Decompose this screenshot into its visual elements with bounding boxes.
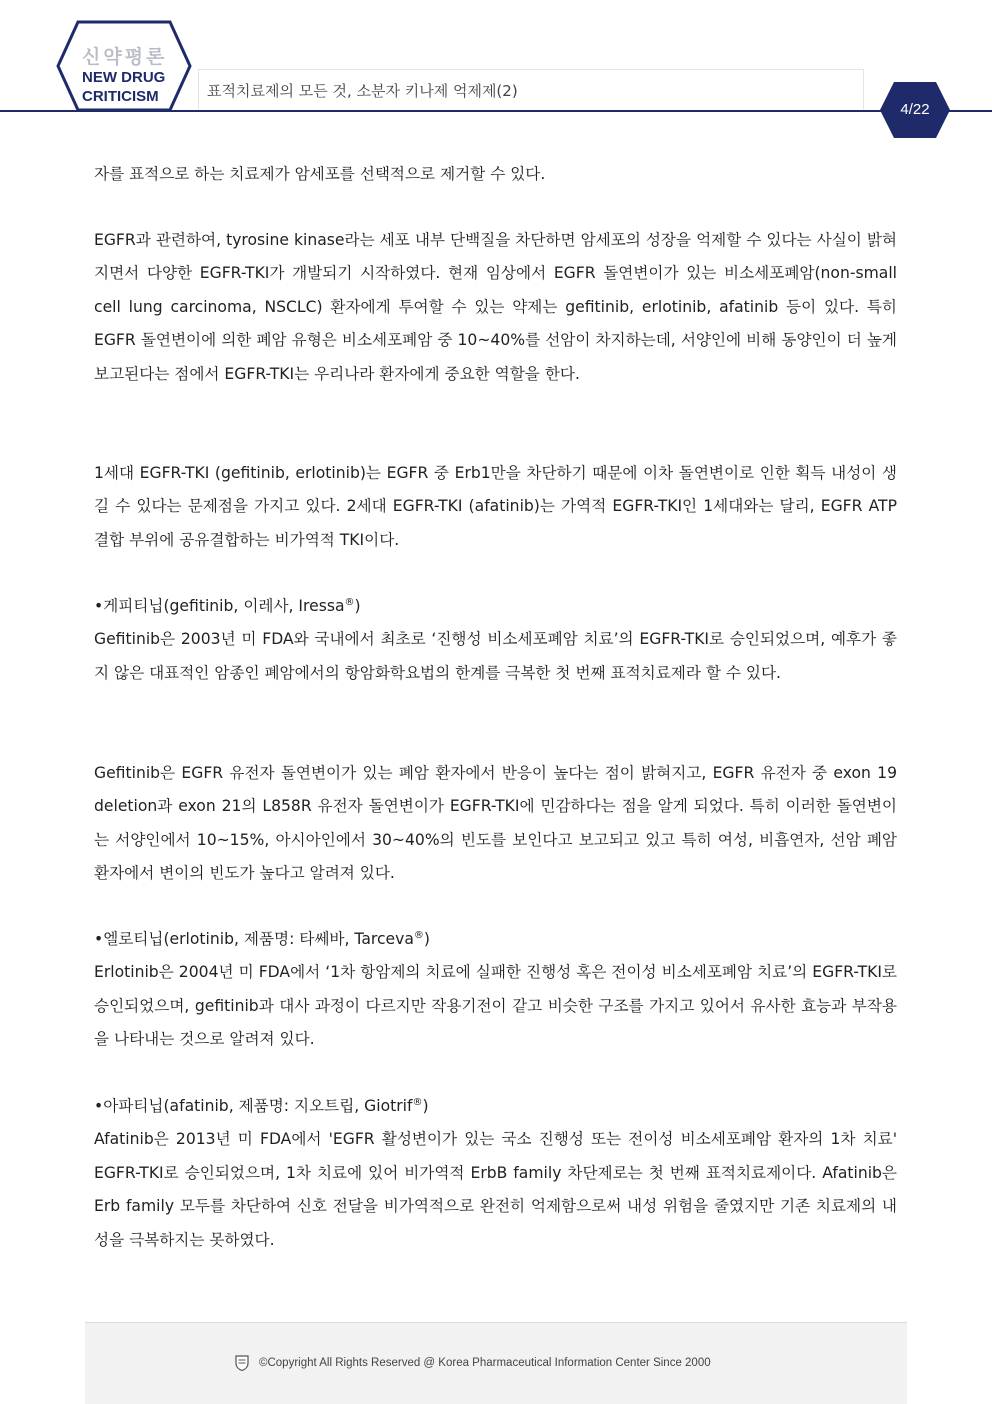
section-afatinib — [94, 1090, 897, 1257]
paragraph: EGFR과 관련하여, tyrosine kinase라는 세포 내부 단백질을 차단하면 암세포의 성장을 억제할 수 있다는 사실이 밝혀지면서 다양한 EGFR-TKI가 개발되기 시작하였다. 현재 임상에서 EGFR 돌연변이가 있는 비소세포폐암(non-small cell lung carcinoma, NSCLC) 환자에게 투여할 수 있는 약제는 gefitinib, erlotinib, afatinib 등이 있다. 특히 EGFR 돌연변이에 의한 폐암 유형은 비소세포폐암 중 10~40%를 선암이 차지하는데, 서양인에 비해 동양인이 더 높게 보고된다는 점에서 EGFR-TKI는 우리나라 환자에게 중요한 역할을 한다. — [94, 231, 897, 383]
paragraph-generations — [94, 457, 897, 557]
heading-close: ) — [422, 1097, 429, 1115]
copyright-text: ©Copyright All Rights Reserved @ Korea Pharmaceutical Information Center Since 2000 — [259, 1357, 711, 1369]
paragraph: Afatinib은 2013년 미 FDA에서 'EGFR 활성변이가 있는 국소 진행성 또는 전이성 비소세포폐암 환자의 1차 치료' EGFR-TKI로 승인되었으며, 1차 치료에 있어 비가역적 ErbB family 차단제로는 첫 번째 표적치료제이다. Afatinib은 Erb family 모두를 차단하여 신호 전달을 비가역적으로 완전히 억제함으로써 내성 위험을 줄였지만 기존 치료제의 내성을 극복하지는 못하였다. — [94, 1130, 897, 1249]
registered-mark: ® — [412, 1096, 423, 1108]
logo-line-1: NEW DRUG — [82, 69, 166, 86]
heading-text: •게피티닙(gefitinib, 이레사, Iressa — [94, 597, 345, 615]
paragraph: 1세대 EGFR-TKI (gefitinib, erlotinib)는 EGFR 중 Erb1만을 차단하기 때문에 이차 돌연변이로 인한 획득 내성이 생길 수 있다는 문제점을 가지고 있다. 2세대 EGFR-TKI (afatinib)는 가역적 EGFR-TKI인 1세대와는 달리, EGFR ATP 결합 부위에 공유결합하는 비가역적 TKI이다. — [94, 464, 897, 549]
registered-mark: ® — [413, 929, 424, 941]
journal-logo — [50, 18, 200, 114]
logo-english-text — [82, 68, 165, 106]
logo-line-2: CRITICISM — [82, 88, 159, 105]
paragraph: Gefitinib은 EGFR 유전자 돌연변이가 있는 폐암 환자에서 반응이 높다는 점이 밝혀지고, EGFR 유전자 중 exon 19 deletion과 exon 21의 L858R 유전자 돌연변이가 EGFR-TKI에 민감하다는 점을 알게 되었다. 특히 이러한 돌연변이는 서양인에서 10~15%, 아시아인에서 30~40%의 빈도를 보인다고 보고되고 있고 특히 여성, 비흡연자, 선암 폐암 환자에서 변이의 빈도가 높다고 알려져 있다. — [94, 764, 897, 883]
document-title: 표적치료제의 모든 것, 소분자 키나제 억제제(2) — [207, 82, 518, 100]
footer-content — [235, 1355, 711, 1371]
section-heading — [94, 1090, 897, 1123]
section-heading — [94, 590, 897, 623]
footer — [85, 1322, 907, 1404]
logo-korean-text: 신약평론 — [82, 46, 168, 68]
heading-text: •아파티닙(afatinib, 제품명: 지오트립, Giotrif — [94, 1097, 413, 1115]
page-number-badge — [880, 82, 950, 138]
section-gefitinib — [94, 590, 897, 690]
paragraph-egfr-intro — [94, 224, 897, 391]
paragraph: Erlotinib은 2004년 미 FDA에서 ‘1차 항암제의 치료에 실패한 진행성 혹은 전이성 비소세포폐암 치료’의 EGFR-TKI로 승인되었으며, gefitinib과 대사 과정이 다르지만 작용기전이 같고 비슷한 구조를 가지고 있어서 유사한 효능과 부작용을 나타내는 것으로 알려져 있다. — [94, 963, 897, 1049]
heading-text: •엘로티닙(erlotinib, 제품명: 타쎄바, Tarceva — [94, 930, 414, 948]
paragraph: 자를 표적으로 하는 치료제가 암세포를 선택적으로 제거할 수 있다. — [94, 165, 546, 183]
page-number: 4/22 — [900, 101, 930, 118]
shield-logo-icon — [235, 1355, 249, 1371]
registered-mark: ® — [344, 596, 355, 608]
heading-close: ) — [423, 930, 431, 948]
paragraph: Gefitinib은 2003년 미 FDA와 국내에서 최초로 ‘진행성 비소세포폐암 치료’의 EGFR-TKI로 승인되었으며, 예후가 좋지 않은 대표적인 암종인 폐암에서의 항암화학요법의 한계를 극복한 첫 번째 표적치료제라 할 수 있다. — [94, 630, 897, 682]
paragraph-continuation — [94, 158, 897, 191]
section-heading — [94, 923, 897, 956]
heading-close: ) — [354, 597, 361, 615]
section-erlotinib — [94, 923, 897, 1057]
header-title-box — [198, 69, 864, 110]
section-gefitinib-mutation — [94, 757, 897, 891]
